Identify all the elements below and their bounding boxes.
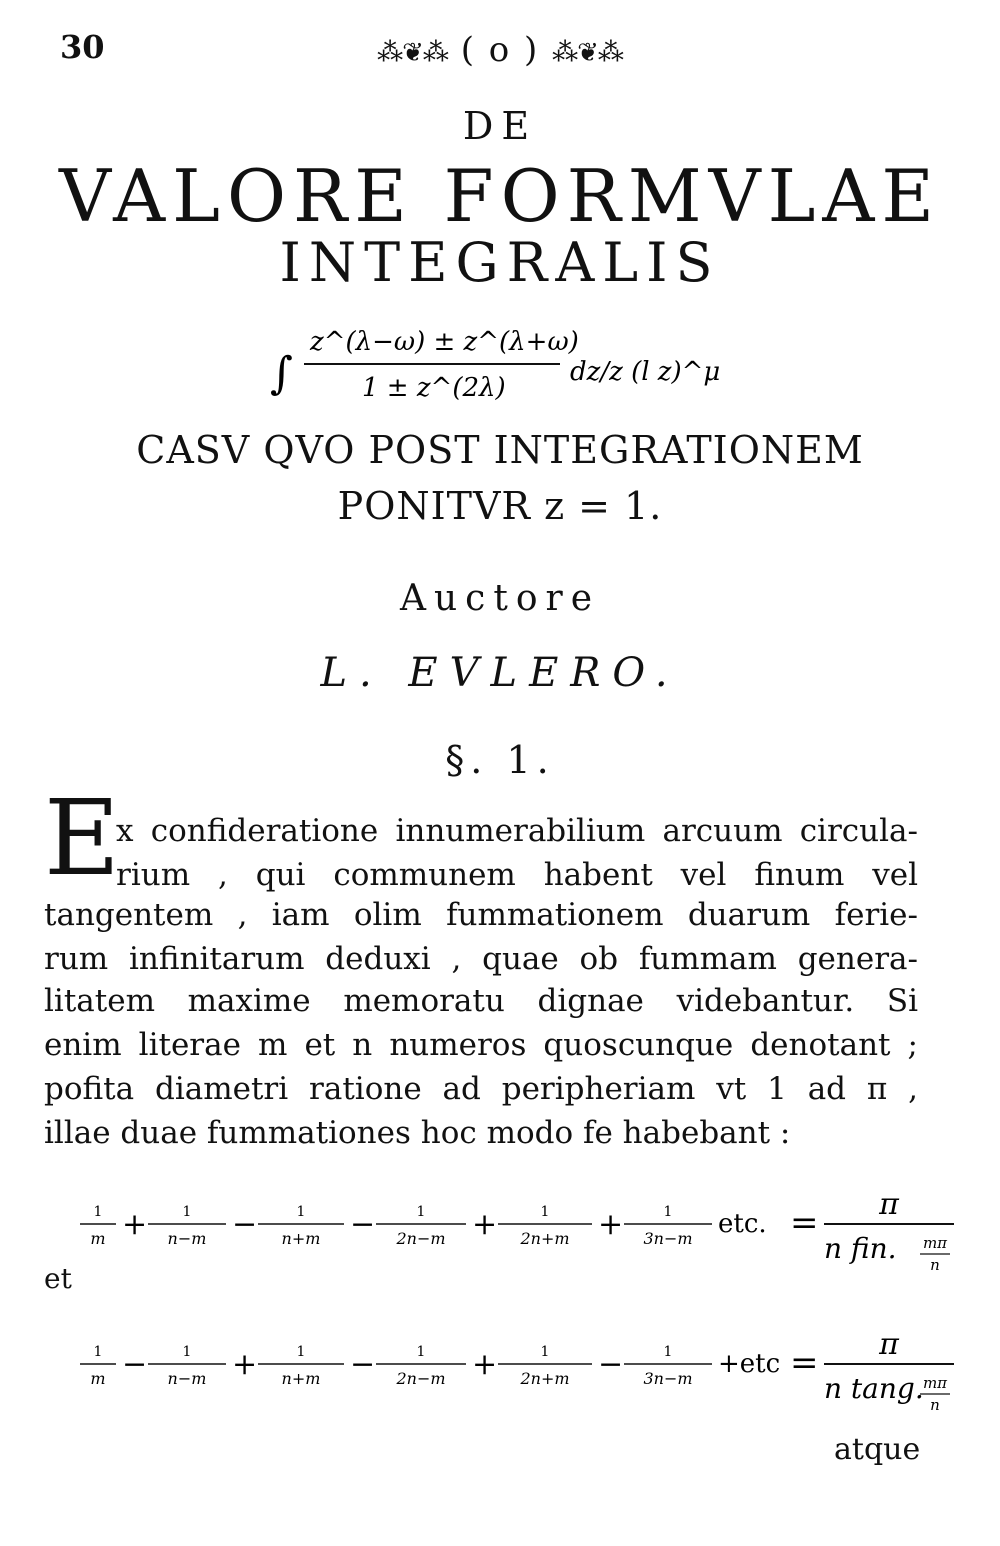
series-term-denominator: n−m [167, 1369, 207, 1388]
series-term-denominator: 3n−m [643, 1369, 693, 1388]
body-line: x confideratione innumerabilium arcuum circula- [116, 813, 918, 849]
right-ornament-icon: ⁂❦⁂ [552, 38, 623, 68]
section-heading: §. 1. [445, 738, 555, 782]
integral-formula [270, 312, 740, 422]
title-de: DE [462, 104, 538, 148]
series-term-denominator: 2n−m [396, 1229, 446, 1248]
series-sign: − [232, 1207, 258, 1242]
series-term-numerator: 1 [182, 1204, 192, 1220]
series-term-numerator: 1 [93, 1344, 103, 1360]
series-rhs-numerator: π [879, 1187, 899, 1222]
running-head-text: ( o ) [460, 30, 540, 70]
series-sign: − [122, 1347, 148, 1382]
drop-cap: E [44, 777, 120, 899]
body-line: enim literae m et n numeros quoscunque denotant ; [44, 1027, 918, 1063]
integral-sign: ∫ [270, 348, 293, 399]
series-sign: + [598, 1207, 624, 1242]
left-ornament-icon: ⁂❦⁂ [377, 38, 448, 68]
author-name: L. EVLERO. [320, 650, 680, 696]
integrand-denominator: 1 ± z^(2λ) [362, 373, 506, 403]
series-rhs-numerator: π [879, 1327, 899, 1362]
series-equals: = [790, 1343, 819, 1383]
series-term-numerator: 1 [663, 1344, 673, 1360]
series-term-numerator: 1 [416, 1344, 426, 1360]
series-term-numerator: 1 [296, 1204, 306, 1220]
series-term-numerator: 1 [182, 1344, 192, 1360]
series-formula-1 [80, 1182, 948, 1274]
title-line-1: VALORE FORMVLAE [59, 154, 941, 238]
series-term-numerator: 1 [540, 1204, 550, 1220]
series-rhs-inner-numerator: mπ [922, 1234, 948, 1252]
subtitle-line-1: CASV QVO POST INTEGRATIONEM [136, 428, 864, 472]
series-term-denominator: n+m [281, 1369, 321, 1388]
series-rhs-inner-denominator: n [930, 1256, 940, 1274]
series-term-denominator: 3n−m [643, 1229, 693, 1248]
running-head [0, 30, 1000, 70]
body-line: pofita diametri ratione ad peripheriam vt 1 ad π , [44, 1071, 918, 1107]
series-sign: + [122, 1207, 148, 1242]
series-equals: = [790, 1203, 819, 1243]
body-line: tangentem , iam olim fummationem duarum ferie- [44, 897, 918, 933]
series-term-denominator: m [90, 1369, 106, 1388]
series-term-numerator: 1 [93, 1204, 103, 1220]
series-term-denominator: n+m [281, 1229, 321, 1248]
body-line: illae duae fummationes hoc modo fe habebant : [44, 1115, 791, 1151]
series-term-numerator: 1 [296, 1344, 306, 1360]
series-rhs-denominator: n fin. [824, 1232, 897, 1265]
series-rhs-inner-denominator: n [930, 1396, 940, 1414]
series-sign: + [232, 1347, 258, 1382]
series-sign: − [350, 1347, 376, 1382]
series-term-numerator: 1 [663, 1204, 673, 1220]
body-line: litatem maxime memoratu dignae videbantur. Si [44, 983, 918, 1019]
series-formula-2 [80, 1322, 948, 1414]
integrand-numerator: z^(λ−ω) ± z^(λ+ω) [310, 327, 579, 357]
series-term-denominator: 2n+m [520, 1229, 570, 1248]
series-sign: − [350, 1207, 376, 1242]
series-term-denominator: n−m [167, 1229, 207, 1248]
atque-conjunction: atque [834, 1432, 921, 1467]
body-line: rium , qui communem habent vel finum vel [116, 857, 918, 893]
auctore: Auctore [400, 578, 600, 619]
integrand-factor: dz/z (l z)^μ [570, 357, 721, 387]
series-term-denominator: 2n+m [520, 1369, 570, 1388]
title-line-2: INTEGRALIS [279, 231, 721, 294]
et-conjunction: et [44, 1262, 72, 1295]
series-rhs-denominator: n tang. [824, 1372, 924, 1405]
series-etc: etc. [718, 1209, 767, 1239]
body-line: rum infinitarum deduxi , quae ob fummam genera- [44, 941, 918, 977]
series-etc: +etc [718, 1349, 781, 1379]
series-rhs-inner-numerator: mπ [922, 1374, 948, 1392]
series-term-denominator: 2n−m [396, 1369, 446, 1388]
page-number: 30 [60, 28, 105, 66]
series-term-numerator: 1 [416, 1204, 426, 1220]
series-term-denominator: m [90, 1229, 106, 1248]
series-term-numerator: 1 [540, 1344, 550, 1360]
series-sign: − [598, 1347, 624, 1382]
series-sign: + [472, 1207, 498, 1242]
series-sign: + [472, 1347, 498, 1382]
subtitle-line-2: PONITVR z = 1. [337, 484, 663, 528]
